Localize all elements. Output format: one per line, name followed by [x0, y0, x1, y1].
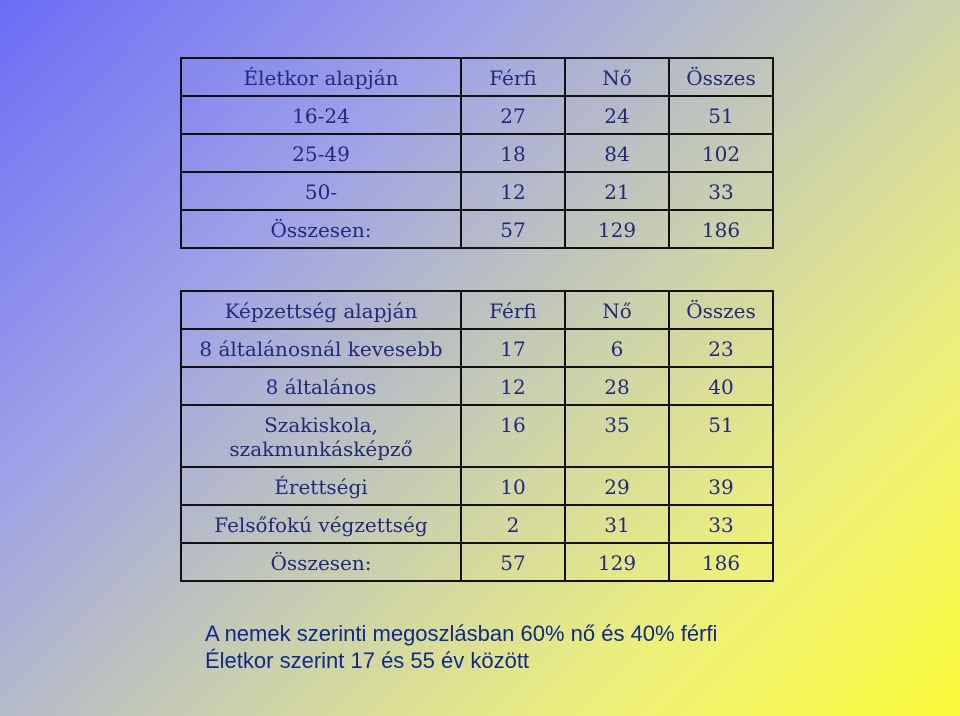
table-cell: 29	[565, 467, 669, 505]
table-header-row	[181, 58, 773, 96]
table-row	[181, 405, 773, 467]
table-cell: Érettségi	[181, 467, 461, 505]
table-cell: 25-49	[181, 134, 461, 172]
table-cell: 8 általános	[181, 367, 461, 405]
table-cell: 16	[461, 405, 565, 467]
table-cell: 10	[461, 467, 565, 505]
table-cell: 50-	[181, 172, 461, 210]
header-cell: Nő	[565, 58, 669, 96]
header-cell: Férfi	[461, 58, 565, 96]
table-cell: 35	[565, 405, 669, 467]
header-cell: Összes	[669, 291, 773, 329]
table-row	[181, 210, 773, 248]
table-cell: 51	[669, 405, 773, 467]
table-cell: 186	[669, 543, 773, 581]
table-row	[181, 367, 773, 405]
table-cell: Összesen:	[181, 543, 461, 581]
table-cell: 129	[565, 543, 669, 581]
header-cell: Összes	[669, 58, 773, 96]
table-cell: 8 általánosnál kevesebb	[181, 329, 461, 367]
summary-notes	[205, 620, 717, 674]
table-cell: Felsőfokú végzettség	[181, 505, 461, 543]
table-cell: 39	[669, 467, 773, 505]
table-cell: 51	[669, 96, 773, 134]
table-cell: 102	[669, 134, 773, 172]
age-table	[180, 57, 774, 249]
table-row	[181, 96, 773, 134]
table-cell: 186	[669, 210, 773, 248]
table-cell: 129	[565, 210, 669, 248]
table-cell: 57	[461, 210, 565, 248]
education-table	[180, 290, 774, 582]
table-cell: 12	[461, 367, 565, 405]
table-header-row	[181, 291, 773, 329]
table-row	[181, 329, 773, 367]
table-cell: 21	[565, 172, 669, 210]
table-cell: 17	[461, 329, 565, 367]
table-row	[181, 543, 773, 581]
age-range-note: Életkor szerint 17 és 55 év között	[205, 648, 530, 673]
header-cell: Nő	[565, 291, 669, 329]
table-cell: 18	[461, 134, 565, 172]
table-cell: 16-24	[181, 96, 461, 134]
table-row	[181, 172, 773, 210]
header-cell: Életkor alapján	[181, 58, 461, 96]
table-row	[181, 505, 773, 543]
table-cell: Szakiskola, szakmunkásképző	[181, 405, 461, 467]
table-cell: 33	[669, 172, 773, 210]
table-cell: 57	[461, 543, 565, 581]
table-cell: 24	[565, 96, 669, 134]
table-cell: 31	[565, 505, 669, 543]
table-cell: 23	[669, 329, 773, 367]
table-cell: 27	[461, 96, 565, 134]
table-cell: 33	[669, 505, 773, 543]
table-cell: 40	[669, 367, 773, 405]
table-cell: 2	[461, 505, 565, 543]
table-row	[181, 134, 773, 172]
table-cell: 6	[565, 329, 669, 367]
table-row	[181, 467, 773, 505]
table-cell: 84	[565, 134, 669, 172]
table-cell: Összesen:	[181, 210, 461, 248]
table-cell: 12	[461, 172, 565, 210]
gender-distribution-note: A nemek szerinti megoszlásban 60% nő és 40% férfi	[205, 621, 718, 646]
header-cell: Képzettség alapján	[181, 291, 461, 329]
header-cell: Férfi	[461, 291, 565, 329]
table-cell: 28	[565, 367, 669, 405]
